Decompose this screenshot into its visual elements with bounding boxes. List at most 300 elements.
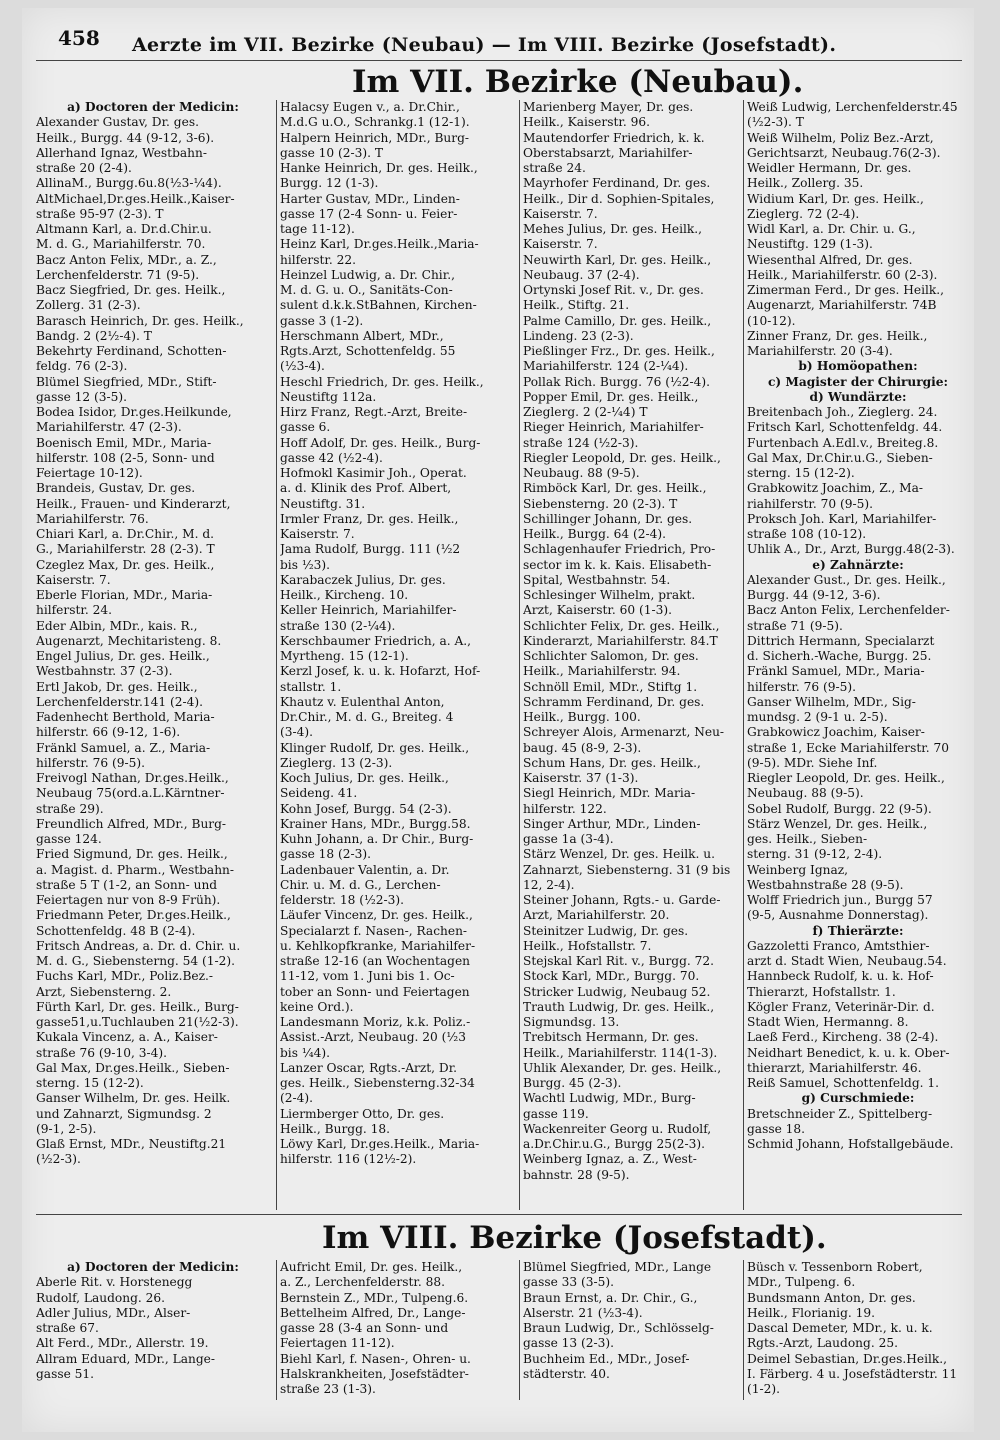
entry-line: (9-5, Ausnahme Donnerstag). — [747, 908, 929, 923]
entry-line: Ganser Wilhelm, Dr. ges. Heilk. — [36, 1091, 231, 1106]
entry-line: Freivogl Nathan, Dr.ges.Heilk., — [36, 771, 229, 785]
entry-line: Fränkl Samuel, MDr., Maria- — [747, 664, 925, 679]
section-vii-title: Im VII. Bezirke (Neubau). — [352, 64, 804, 100]
entry-line: Furtenbach A.Edl.v., Breiteg.8. — [747, 435, 939, 450]
entry-line: M.d.G u.O., Schrankg.1 (12-1). — [280, 115, 470, 130]
entry-line: Halskrankheiten, Josefstädter- — [280, 1366, 469, 1381]
entry-line: u. Kehlkopfkranke, Mariahilfer- — [280, 938, 476, 953]
entry-line: Allerhand Ignaz, Westbahn- — [36, 145, 207, 160]
entry-line: straße 108 (10-12). — [747, 527, 867, 541]
entry-line: Mariahilferstr. 124 (2-¼4). — [523, 359, 689, 374]
running-head: Aerzte im VII. Bezirke (Neubau) — Im VIII. Bezirke (Josefstadt). — [132, 34, 837, 56]
entry-line: Alexander Gustav, Dr. ges. — [36, 115, 199, 130]
entry-line: Blümel Siegfried, MDr., Lange — [523, 1260, 712, 1274]
entry-line: Krainer Hans, MDr., Burgg.58. — [280, 816, 471, 831]
entry-line: Widium Karl, Dr. ges. Heilk., — [747, 191, 924, 206]
entry-line: Heilk., Kaiserstr. 96. — [523, 115, 650, 130]
entry-line: Kohn Josef, Burgg. 54 (2-3). — [280, 801, 452, 816]
entry-line: Stärz Wenzel, Dr. ges. Heilk. u. — [523, 847, 716, 862]
entry-line: Stärz Wenzel, Dr. ges. Heilk., — [747, 816, 928, 831]
entry-line: Zieglerg. 72 (2-4). — [747, 206, 860, 221]
entry-line: Heilk., Burgg. 18. — [280, 1121, 391, 1136]
entry-line: Dascal Demeter, MDr., k. u. k. — [747, 1321, 933, 1335]
entry-line: Lerchenfelderstr. 71 (9-5). — [36, 267, 200, 282]
entry-line: Schnöll Emil, MDr., Stiftg 1. — [523, 679, 698, 694]
column-viii-4 — [747, 1260, 969, 1410]
entry-line: thierarzt, Mariahilferstr. 46. — [747, 1060, 922, 1075]
entry-line: arzt d. Stadt Wien, Neubaug.54. — [747, 954, 947, 968]
entry-line: gasse 51. — [36, 1366, 95, 1381]
entry-line: Rieger Heinrich, Mariahilfer- — [523, 420, 704, 435]
entry-line: Bandg. 2 (2½-4). T — [36, 328, 152, 343]
entry-line: Singer Arthur, MDr., Linden- — [523, 816, 701, 831]
entry-line: Harter Gustav, MDr., Linden- — [280, 191, 460, 206]
entry-line: tober an Sonn- und Feiertagen — [280, 984, 470, 999]
entry-line: sulent d.k.k.StBahnen, Kirchen- — [280, 298, 477, 313]
entry-line: Burgg. 12 (1-3). — [280, 176, 379, 191]
entry-line: Heilk., Hofstallstr. 7. — [523, 938, 652, 953]
entry-line: Rgts.Arzt, Schottenfeldg. 55 — [280, 344, 456, 358]
entry-line: Kaiserstr. 7. — [523, 206, 598, 221]
entry-line: Proksch Joh. Karl, Mariahilfer- — [747, 511, 937, 526]
entry-line: Stricker Ludwig, Neubaug 52. — [523, 984, 711, 999]
entry-line: hilferstr. 22. — [280, 252, 356, 267]
column-divider — [276, 1260, 277, 1400]
entry-line: (2-4). — [280, 1091, 314, 1106]
entry-line: Stock Karl, MDr., Burgg. 70. — [523, 969, 700, 984]
entry-line: Uhlik Alexander, Dr. ges. Heilk., — [523, 1060, 722, 1075]
entry-line: 11-12, vom 1. Juni bis 1. Oc- — [280, 969, 455, 984]
entry-line: straße 23 (1-3). — [280, 1382, 376, 1396]
entry-line: Sobel Rudolf, Burgg. 22 (9-5). — [747, 801, 932, 816]
column-vii-3 — [523, 100, 739, 1210]
entry-line: tage 11-12). — [280, 222, 355, 236]
entry-line: Pießlinger Frz., Dr. ges. Heilk., — [523, 344, 715, 358]
entry-line: Freundlich Alfred, MDr., Burg- — [36, 816, 227, 831]
entry-line: Barasch Heinrich, Dr. ges. Heilk., — [36, 313, 244, 328]
entry-line: straße 76 (9-10, 3-4). — [36, 1045, 167, 1060]
entry-line: Wolff Friedrich jun., Burgg 57 — [747, 893, 933, 907]
entry-line: Heschl Friedrich, Dr. ges. Heilk., — [280, 374, 484, 389]
entry-line: Landesmann Moriz, k.k. Poliz.- — [280, 1015, 471, 1029]
entry-line: Kinderarzt, Mariahilferstr. 84.T — [523, 633, 718, 648]
entry-line: gasse 124. — [36, 832, 102, 846]
entry-line: Arzt, Kaiserstr. 60 (1-3). — [523, 603, 673, 618]
entry-line: Kaiserstr. 7. — [36, 572, 111, 587]
entry-line: (1-2). — [747, 1382, 781, 1396]
entry-line: Heilk., Mariahilferstr. 114(1-3). — [523, 1045, 718, 1060]
entry-line: M. d. G., Siebensterng. 54 (1-2). — [36, 954, 236, 968]
entry-line: Bacz Anton Felix, MDr., a. Z., — [36, 252, 217, 267]
entry-line: Marienberg Mayer, Dr. ges. — [523, 100, 694, 114]
column-divider — [519, 100, 520, 1210]
entry-line: Biehl Karl, f. Nasen-, Ohren- u. — [280, 1351, 471, 1366]
entry-line: MDr., Tulpeng. 6. — [747, 1275, 856, 1290]
entry-line: Adler Julius, MDr., Alser- — [36, 1305, 191, 1320]
entry-line: Siebensterng. 20 (2-3). T — [523, 496, 678, 511]
entry-line: Widl Karl, a. Dr. Chir. u. G., — [747, 222, 916, 236]
entry-line: Bettelheim Alfred, Dr., Lange- — [280, 1305, 466, 1320]
entry-line: Kerschbaumer Friedrich, a. A., — [280, 633, 472, 648]
entry-line: Heilk., Mariahilferstr. 60 (2-3). — [747, 267, 938, 282]
entry-line: Ortynski Josef Rit. v., Dr. ges. — [523, 283, 704, 297]
entry-line: Augenarzt, Mariahilferstr. 74B — [747, 298, 937, 313]
category-heading: a) Doctoren der Medicin: — [67, 1260, 239, 1274]
entry-line: hilferstr. 122. — [523, 801, 607, 816]
entry-line: Heinz Karl, Dr.ges.Heilk.,Maria- — [280, 237, 479, 252]
entry-line: Mayrhofer Ferdinand, Dr. ges. — [523, 176, 711, 191]
entry-line: Augenarzt, Mechitaristeng. 8. — [36, 633, 222, 648]
entry-line: straße 130 (2-¼4). — [280, 618, 396, 633]
entry-line: hilferstr. 76 (9-5). — [747, 679, 856, 694]
entry-line: Sigmundsg. 13. — [523, 1015, 620, 1029]
entry-line: Heilk., Dir d. Sophien-Spitales, — [523, 191, 715, 206]
entry-line: gasse 17 (2-4 Sonn- u. Feier- — [280, 206, 458, 221]
page-number: 458 — [58, 26, 100, 50]
entry-line: Koch Julius, Dr. ges. Heilk., — [280, 771, 449, 785]
entry-line: Lerchenfelderstr.141 (2-4). — [36, 694, 203, 709]
entry-line: Buchheim Ed., MDr., Josef- — [523, 1351, 690, 1366]
header-rule — [36, 60, 962, 61]
entry-line: hilferstr. 66 (9-12, 1-6). — [36, 725, 181, 740]
entry-line: Bretschneider Z., Spittelberg- — [747, 1106, 933, 1121]
entry-line: Fuchs Karl, MDr., Poliz.Bez.- — [36, 969, 214, 984]
entry-line: gasse 12 (3-5). — [36, 389, 128, 404]
entry-line: Eberle Florian, MDr., Maria- — [36, 588, 213, 602]
entry-line: Heilk., Burgg. 64 (2-4). — [523, 527, 667, 541]
entry-line: a.Dr.Chir.u.G., Burgg 25(2-3). — [523, 1137, 705, 1151]
entry-line: Reiß Samuel, Schottenfeldg. 1. — [747, 1076, 940, 1090]
entry-line: Czeglez Max, Dr. ges. Heilk., — [36, 557, 215, 572]
entry-line: gasse 18. — [747, 1121, 806, 1136]
entry-line: Gazzoletti Franco, Amtsthier- — [747, 938, 930, 953]
entry-line: ges. Heilk., Sieben- — [747, 832, 868, 846]
category-heading: g) Curschmiede: — [801, 1091, 915, 1106]
entry-line: Heinzel Ludwig, a. Dr. Chir., — [280, 267, 455, 282]
entry-line: Heilk., Burgg. 44 (9-12, 3-6). — [36, 130, 215, 145]
entry-line: Neidhart Benedict, k. u. k. Ober- — [747, 1045, 950, 1060]
entry-line: Hannbeck Rudolf, k. u. k. Hof- — [747, 969, 934, 984]
entry-line: Fadenhecht Berthold, Maria- — [36, 710, 215, 724]
entry-line: Hanke Heinrich, Dr. ges. Heilk., — [280, 161, 478, 175]
entry-line: bis ¼4). — [280, 1045, 331, 1060]
entry-line: Fürth Karl, Dr. ges. Heilk., Burg- — [36, 999, 239, 1014]
entry-line: hilferstr. 116 (12½-2). — [280, 1152, 417, 1167]
entry-line: Riegler Leopold, Dr. ges. Heilk., — [747, 771, 945, 785]
entry-line: Kerzl Josef, k. u. k. Hofarzt, Hof- — [280, 664, 481, 679]
entry-line: Neustiftg 112a. — [280, 389, 377, 404]
entry-line: Rgts.-Arzt, Laudong. 25. — [747, 1336, 898, 1351]
entry-line: Neuwirth Karl, Dr. ges. Heilk., — [523, 252, 712, 267]
entry-line: straße 5 T (1-2, an Sonn- und — [36, 877, 218, 892]
entry-line: Neustiftg. 31. — [280, 496, 366, 511]
entry-line: Schmid Johann, Hofstallgebäude. — [747, 1137, 954, 1151]
entry-line: gasse 3 (1-2). — [280, 313, 364, 328]
entry-line: Schlagenhaufer Friedrich, Pro- — [523, 542, 716, 557]
entry-line: Assist.-Arzt, Neubaug. 20 (½3 — [280, 1030, 466, 1045]
entry-line: Bacz Anton Felix, Lerchenfelder- — [747, 603, 950, 618]
column-vii-1 — [36, 100, 270, 1210]
entry-line: straße 1, Ecke Mariahilferstr. 70 — [747, 740, 949, 755]
column-divider — [276, 100, 277, 1210]
entry-line: Ertl Jakob, Dr. ges. Heilk., — [36, 679, 198, 694]
entry-line: straße 95-97 (2-3). T — [36, 206, 164, 221]
entry-line: Schillinger Johann, Dr. ges. — [523, 511, 693, 526]
category-heading: d) Wundärzte: — [809, 389, 907, 404]
entry-line: Grabkowitz Joachim, Z., Ma- — [747, 481, 923, 496]
entry-line: Burgg. 44 (9-12, 3-6). — [747, 588, 881, 602]
entry-line: gasse 28 (3-4 an Sonn- und — [280, 1321, 449, 1335]
column-viii-3 — [523, 1260, 739, 1410]
entry-line: Ganser Wilhelm, MDr., Sig- — [747, 694, 916, 709]
entry-line: Braun Ludwig, Dr., Schlösselg- — [523, 1321, 714, 1335]
entry-line: Weinberg Ignaz, a. Z., West- — [523, 1152, 697, 1167]
entry-line: Stadt Wien, Hermanng. 8. — [747, 1015, 909, 1029]
entry-line: Keller Heinrich, Mariahilfer- — [280, 603, 457, 618]
entry-line: straße 24. — [523, 161, 586, 175]
entry-line: Bacz Siegfried, Dr. ges. Heilk., — [36, 283, 226, 297]
entry-line: Spital, Westbahnstr. 54. — [523, 572, 671, 587]
entry-line: 12, 2-4). — [523, 877, 575, 892]
column-vii-4 — [747, 100, 969, 1210]
entry-line: Ladenbauer Valentin, a. Dr. — [280, 862, 450, 877]
entry-line: d. Sicherh.-Wache, Burgg. 25. — [747, 649, 932, 663]
entry-line: stallstr. 1. — [280, 679, 342, 694]
entry-line: gasse 10 (2-3). T — [280, 145, 384, 160]
entry-line: Weinberg Ignaz, — [747, 862, 849, 877]
entry-line: Schreyer Alois, Armenarzt, Neu- — [523, 725, 725, 740]
entry-line: Arzt, Mariahilferstr. 20. — [523, 908, 670, 923]
entry-line: Lindeng. 23 (2-3). — [523, 328, 634, 343]
entry-line: baug. 45 (8-9, 2-3). — [523, 740, 642, 755]
entry-line: Uhlik A., Dr., Arzt, Burgg.48(2-3). — [747, 542, 955, 557]
entry-line: Weidler Hermann, Dr. ges. — [747, 161, 912, 175]
entry-line: mundsg. 2 (9-1 u. 2-5). — [747, 710, 888, 724]
category-heading: b) Homöopathen: — [798, 359, 918, 374]
entry-line: sterng. 15 (12-2). — [36, 1076, 144, 1090]
entry-line: straße 124 (½2-3). — [523, 435, 639, 450]
entry-line: Rudolf, Laudong. 26. — [36, 1290, 166, 1305]
entry-line: Steinitzer Ludwig, Dr. ges. — [523, 923, 689, 938]
entry-line: (½2-3). — [36, 1152, 81, 1167]
entry-line: Kögler Franz, Veterinär-Dir. d. — [747, 999, 935, 1014]
entry-line: Stejskal Karl Rit. v., Burgg. 72. — [523, 954, 715, 968]
entry-line: Mariahilferstr. 47 (2-3). — [36, 420, 182, 435]
entry-line: Aufricht Emil, Dr. ges. Heilk., — [280, 1260, 463, 1274]
entry-line: Heilk., Florianig. 19. — [747, 1305, 876, 1320]
entry-line: gasse 18 (2-3). — [280, 847, 372, 862]
entry-line: Khautz v. Eulenthal Anton, — [280, 694, 445, 709]
entry-line: Mehes Julius, Dr. ges. Heilk., — [523, 222, 703, 236]
column-divider — [743, 100, 744, 1210]
entry-line: a. Z., Lerchenfelderstr. 88. — [280, 1275, 445, 1290]
entry-line: Bernstein Z., MDr., Tulpeng.6. — [280, 1290, 469, 1305]
entry-line: Zieglerg. 2 (2-¼4) T — [523, 405, 648, 419]
entry-line: Siegl Heinrich, MDr. Maria- — [523, 786, 696, 801]
entry-line: Schlesinger Wilhelm, prakt. — [523, 588, 696, 602]
entry-line: Läufer Vincenz, Dr. ges. Heilk., — [280, 908, 473, 923]
entry-line: hilferstr. 108 (2-5, Sonn- und — [36, 450, 215, 465]
entry-line: Laeß Ferd., Kircheng. 38 (2-4). — [747, 1030, 939, 1045]
entry-line: Mariahilferstr. 76. — [36, 511, 149, 526]
entry-line: Aberle Rit. v. Horstenegg — [36, 1275, 193, 1290]
entry-line: Brandeis, Gustav, Dr. ges. — [36, 481, 196, 496]
entry-line: Löwy Karl, Dr.ges.Heilk., Maria- — [280, 1137, 480, 1151]
entry-line: Halacsy Eugen v., a. Dr.Chir., — [280, 100, 460, 114]
entry-line: Hirz Franz, Regt.-Arzt, Breite- — [280, 405, 468, 419]
entry-line: Feiertagen 11-12). — [280, 1336, 395, 1351]
entry-line: Schottenfeldg. 48 B (2-4). — [36, 923, 196, 938]
entry-line: Friedmann Peter, Dr.ges.Heilk., — [36, 908, 231, 923]
entry-line: Thierarzt, Hofstallstr. 1. — [747, 984, 896, 999]
entry-line: gasse 13 (2-3). — [523, 1336, 615, 1351]
entry-line: hilferstr. 76 (9-5). — [36, 755, 145, 770]
section-viii-title: Im VIII. Bezirke (Josefstadt). — [322, 1220, 827, 1256]
entry-line: Bodea Isidor, Dr.ges.Heilkunde, — [36, 405, 232, 419]
entry-line: Wachtl Ludwig, MDr., Burg- — [523, 1091, 696, 1106]
entry-line: Steiner Johann, Rgts.- u. Garde- — [523, 893, 721, 907]
column-divider — [743, 1260, 744, 1400]
entry-line: Fränkl Samuel, a. Z., Maria- — [36, 740, 211, 755]
entry-line: Gal Max, Dr.Chir.u.G., Sieben- — [747, 450, 933, 465]
entry-line: Mariahilferstr. 20 (3-4). — [747, 344, 893, 358]
entry-line: Myrtheng. 15 (12-1). — [280, 649, 409, 663]
entry-line: ges. Heilk., Siebensterng.32-34 — [280, 1076, 475, 1090]
entry-line: Heilk., Stiftg. 21. — [523, 298, 630, 313]
entry-line: straße 12-16 (an Wochentagen — [280, 954, 471, 968]
entry-line: (10-12). — [747, 313, 796, 328]
directory-page — [22, 8, 974, 1432]
entry-line: Zimerman Ferd., Dr ges. Heilk., — [747, 283, 945, 297]
entry-line: Hoff Adolf, Dr. ges. Heilk., Burg- — [280, 435, 481, 450]
entry-line: Alt Ferd., MDr., Allerstr. 19. — [36, 1336, 209, 1351]
entry-line: hilferstr. 24. — [36, 603, 112, 618]
entry-line: gasse 6. — [280, 420, 331, 435]
entry-line: Fritsch Karl, Schottenfeldg. 44. — [747, 420, 943, 435]
entry-line: Schlichter Felix, Dr. ges. Heilk., — [523, 618, 720, 633]
entry-line: Riegler Leopold, Dr. ges. Heilk., — [523, 450, 721, 465]
entry-line: straße 20 (2-4). — [36, 161, 132, 175]
entry-line: Schramm Ferdinand, Dr. ges. — [523, 694, 705, 709]
entry-line: Neustiftg. 129 (1-3). — [747, 237, 873, 252]
entry-line: Schum Hans, Dr. ges. Heilk., — [523, 755, 701, 770]
entry-line: Wiesenthal Alfred, Dr. ges. — [747, 252, 913, 267]
entry-line: Westbahnstr. 37 (2-3). — [36, 664, 173, 679]
entry-line: AltMichael,Dr.ges.Heilk.,Kaiser- — [36, 191, 235, 206]
entry-line: Kaiserstr. 37 (1-3). — [523, 771, 639, 785]
entry-line: Dittrich Hermann, Specialarzt — [747, 633, 935, 648]
entry-line: städterstr. 40. — [523, 1366, 610, 1381]
entry-line: Oberstabsarzt, Mariahilfer- — [523, 145, 693, 160]
category-heading: f) Thierärzte: — [812, 923, 904, 938]
entry-line: Gal Max, Dr.ges.Heilk., Sieben- — [36, 1060, 230, 1075]
category-heading: a) Doctoren der Medicin: — [67, 100, 239, 114]
entry-line: Neubaug. 88 (9-5). — [747, 786, 864, 801]
entry-line: Hofmokl Kasimir Joh., Operat. — [280, 466, 467, 480]
entry-line: Altmann Karl, a. Dr.d.Chir.u. — [36, 222, 212, 236]
column-divider — [519, 1260, 520, 1400]
entry-line: bis ½3). — [280, 557, 331, 572]
entry-line: Zollerg. 31 (2-3). — [36, 298, 141, 313]
entry-line: Heilk., Frauen- und Kinderarzt, — [36, 496, 231, 511]
entry-line: Trebitsch Hermann, Dr. ges. — [523, 1030, 699, 1045]
entry-line: Karabaczek Julius, Dr. ges. — [280, 572, 446, 587]
entry-line: sector im k. k. Kais. Elisabeth- — [523, 557, 712, 572]
entry-line: Büsch v. Tessenborn Robert, — [747, 1260, 923, 1274]
entry-line: Heilk., Kircheng. 10. — [280, 588, 409, 602]
entry-line: Alserstr. 21 (½3-4). — [523, 1305, 643, 1320]
entry-line: Bundsmann Anton, Dr. ges. — [747, 1290, 916, 1305]
section-rule — [36, 1214, 962, 1215]
entry-line: Specialarzt f. Nasen-, Rachen- — [280, 923, 468, 938]
entry-line: Heilk., Burgg. 100. — [523, 710, 641, 724]
entry-line: straße 67. — [36, 1321, 99, 1335]
entry-line: gasse 119. — [523, 1106, 589, 1121]
entry-line: Allram Eduard, MDr., Lange- — [36, 1351, 216, 1366]
entry-line: Irmler Franz, Dr. ges. Heilk., — [280, 511, 459, 526]
entry-line: gasse 1a (3-4). — [523, 832, 614, 846]
entry-line: riahilferstr. 70 (9-5). — [747, 496, 873, 511]
entry-line: Breitenbach Joh., Zieglerg. 24. — [747, 405, 938, 419]
entry-line: Klinger Rudolf, Dr. ges. Heilk., — [280, 740, 470, 755]
entry-line: Gerichtsarzt, Neubaug.76(2-3). — [747, 145, 941, 160]
entry-line: (½3-4). — [280, 359, 325, 374]
entry-line: Grabkowicz Joachim, Kaiser- — [747, 725, 925, 740]
entry-line: I. Färberg. 4 u. Josefstädterstr. 11 — [747, 1366, 958, 1381]
entry-line: Alexander Gust., Dr. ges. Heilk., — [747, 572, 946, 587]
entry-line: Kaiserstr. 7. — [523, 237, 598, 252]
entry-line: Palme Camillo, Dr. ges. Heilk., — [523, 313, 712, 328]
entry-line: Herschmann Albert, MDr., — [280, 328, 444, 343]
entry-line: (3-4). — [280, 725, 314, 740]
entry-line: Dr.Chir., M. d. G., Breiteg. 4 — [280, 710, 454, 724]
entry-line: Neubaug 75(ord.a.L.Kärntner- — [36, 786, 225, 801]
entry-line: Burgg. 45 (2-3). — [523, 1076, 622, 1090]
column-viii-1 — [36, 1260, 270, 1410]
entry-line: Weiß Wilhelm, Poliz Bez.-Arzt, — [747, 130, 934, 145]
entry-line: und Zahnarzt, Sigmundsg. 2 — [36, 1106, 212, 1121]
entry-line: Feiertagen nur von 8-9 Früh). — [36, 893, 221, 907]
entry-line: Schlichter Salomon, Dr. ges. — [523, 649, 699, 663]
entry-line: Boenisch Emil, MDr., Maria- — [36, 435, 212, 450]
entry-line: Eder Albin, MDr., kais. R., — [36, 618, 198, 633]
entry-line: Fried Sigmund, Dr. ges. Heilk., — [36, 847, 228, 862]
column-viii-2 — [280, 1260, 514, 1410]
entry-line: Chir. u. M. d. G., Lerchen- — [280, 877, 441, 892]
entry-line: sterng. 15 (12-2). — [747, 466, 855, 480]
entry-line: Kaiserstr. 7. — [280, 527, 355, 541]
entry-line: straße 29). — [36, 801, 104, 816]
entry-line: Zieglerg. 13 (2-3). — [280, 755, 393, 770]
entry-line: M. d. G., Mariahilferstr. 70. — [36, 237, 206, 252]
entry-line: Wackenreiter Georg u. Rudolf, — [523, 1121, 712, 1136]
entry-line: Blümel Siegfried, MDr., Stift- — [36, 374, 217, 389]
column-vii-2 — [280, 100, 514, 1210]
entry-line: gasse51,u.Tuchlauben 21(½2-3). — [36, 1015, 239, 1029]
entry-line: bahnstr. 28 (9-5). — [523, 1167, 630, 1182]
entry-line: gasse 33 (3-5). — [523, 1275, 615, 1290]
entry-line: Popper Emil, Dr. ges. Heilk., — [523, 389, 699, 404]
entry-line: Halpern Heinrich, MDr., Burg- — [280, 130, 470, 145]
entry-line: (½2-3). T — [747, 115, 804, 130]
entry-line: Neubaug. 88 (9-5). — [523, 466, 640, 480]
entry-line: Lanzer Oscar, Rgts.-Arzt, Dr. — [280, 1060, 458, 1075]
entry-line: Westbahnstraße 28 (9-5). — [747, 877, 904, 892]
entry-line: Heilk., Mariahilferstr. 94. — [523, 664, 681, 679]
entry-line: Zahnarzt, Siebensterng. 31 (9 bis — [523, 862, 731, 877]
entry-line: Heilk., Zollerg. 35. — [747, 176, 864, 191]
entry-line: straße 71 (9-5). — [747, 618, 843, 633]
